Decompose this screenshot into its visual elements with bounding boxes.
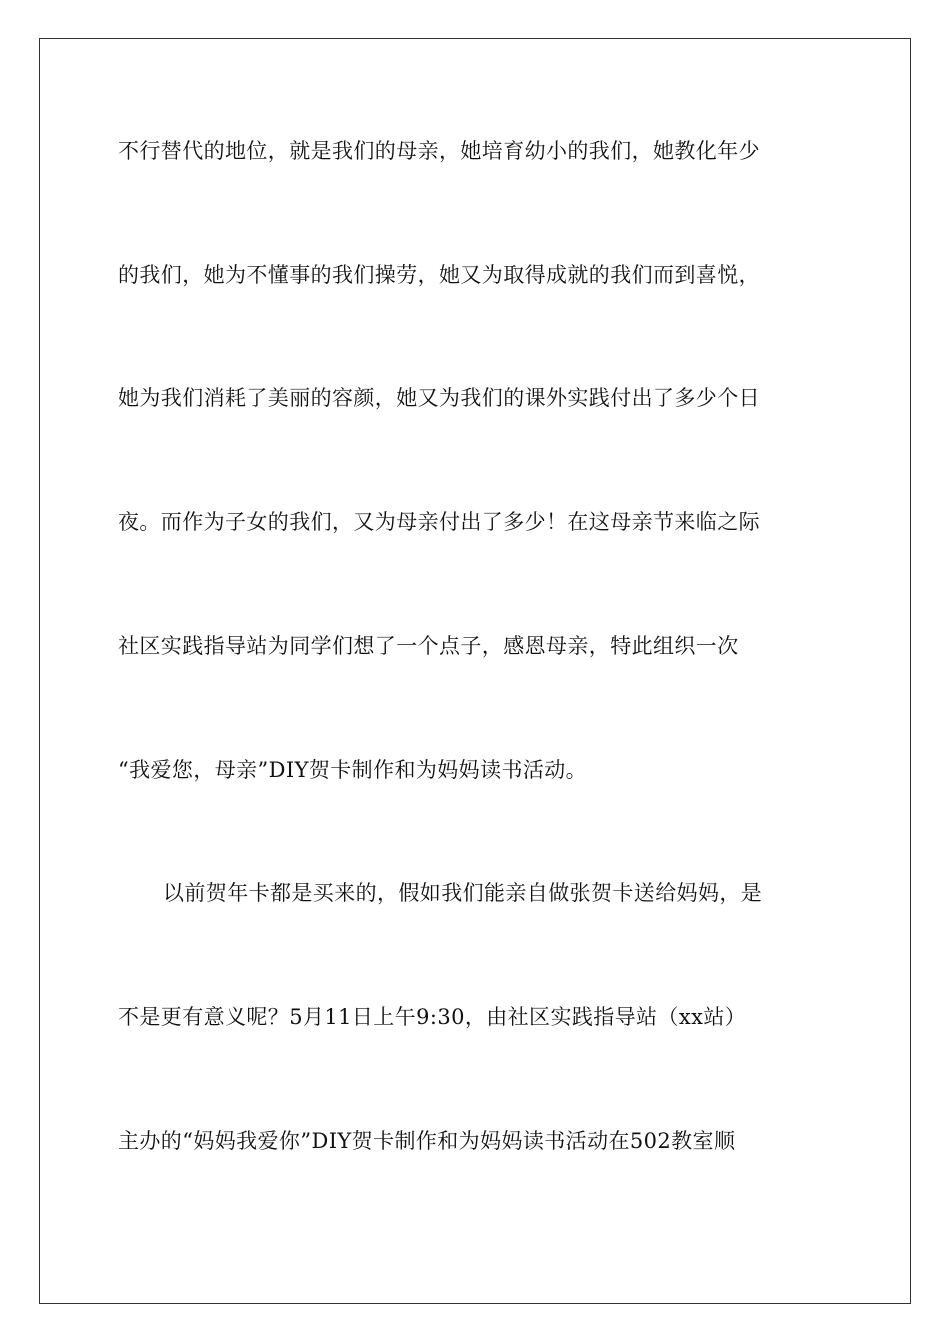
text-line: 社区实践指导站为同学们想了一个点子，感恩母亲，特此组织一次 xyxy=(118,634,739,658)
text-line: 不行替代的地位，就是我们的母亲，她培育幼小的我们，她教化年少 xyxy=(118,139,760,163)
text-line: 她为我们消耗了美丽的容颜，她又为我们的课外实践付出了多少个日 xyxy=(118,386,760,410)
text-line: 主办的“妈妈我爱你”DIY贺卡制作和为妈妈读书活动在502教室顺 xyxy=(118,1129,736,1153)
paragraph-first-line: 以前贺年卡都是买来的，假如我们能亲自做张贺卡送给妈妈，是 xyxy=(163,881,763,905)
page-border xyxy=(39,38,911,1304)
text-line: “我爱您，母亲”DIY贺卡制作和为妈妈读书活动。 xyxy=(118,758,588,782)
text-line: 的我们，她为不懂事的我们操劳，她又为取得成就的我们而到喜悦， xyxy=(118,263,760,287)
text-line: 夜。而作为子女的我们，又为母亲付出了多少！在这母亲节来临之际 xyxy=(118,510,760,534)
text-line: 不是更有意义呢？5月11日上午9:30，由社区实践指导站（xx站） xyxy=(118,1005,747,1029)
